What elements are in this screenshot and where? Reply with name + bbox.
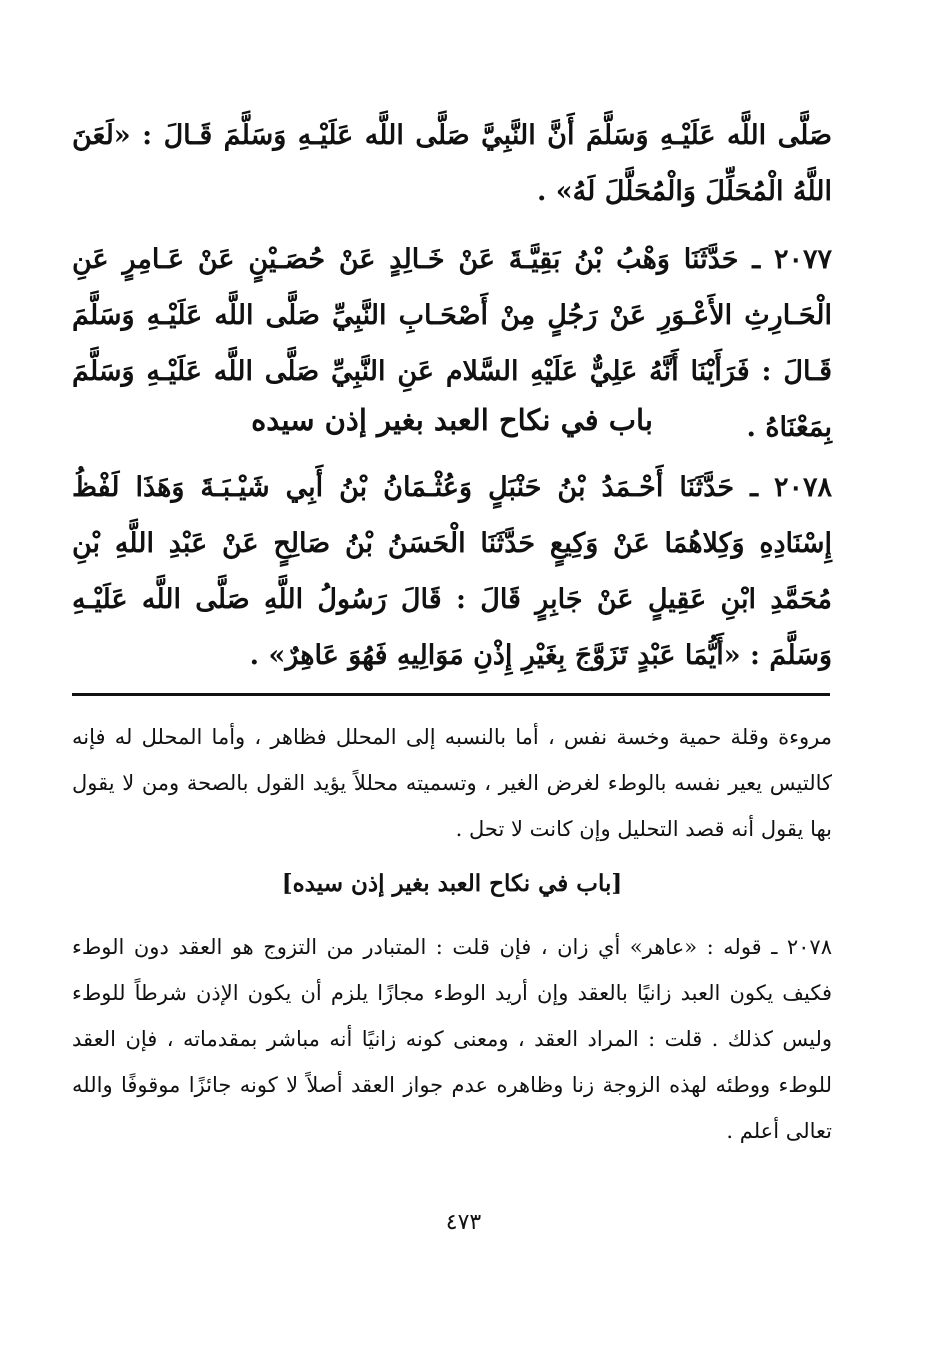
commentary-2078: ٢٠٧٨ ـ قوله : «عاهر» أي زان ، فإن قلت : المتبادر من التزوج هو العقد دون الوطء فكيف يكون العبد زانيًا بالعقد وإن أريد الوطء مجازًا يلزم أن يكون الإذن شرطاً للوطء وليس كذلك . قلت : المراد العقد ، ومعنى كونه زانيًا أنه مباشر بمقدماته ، فإن العقد للوطء ووطئه لهذه الزوجة زنا وظاهره عدم جواز العقد أصلاً لا كونه جائزًا موقوفًا والله تعالى أعلم . bbox=[72, 935, 832, 1143]
hadith-text-continued: صَلَّى اللَّه عَلَيْـهِ وَسَلَّمَ أَنَّ النَّبِيَّ صَلَّى اللَّه عَلَيْـهِ وَسَلَّمَ قَـالَ : «لَعَنَ اللَّهُ الْمُحَلِّلَ وَالْمُحَلَّلَ لَهُ» . bbox=[72, 120, 832, 207]
hadith-2078: ٢٠٧٨ ـ حَدَّثَنَا أَحْـمَدُ بْنُ حَنْبَلٍ وَعُثْـمَانُ بْنُ أَبِي شَيْـبَـةَ وَهَذَا لَفْظُ إِسْنَادِهِ وَكِلاهُمَا عَنْ وَكِيعٍ حَدَّثَنَا الْحَسَنُ بْنُ صَالِحٍ عَنْ عَبْدِ اللَّهِ بْنِ مُحَمَّدِ ابْنِ عَقِيلٍ عَنْ جَابِرٍ قَالَ : قَالَ رَسُولُ اللَّهِ صَلَّى اللَّه عَلَيْـهِ وَسَلَّمَ : «أَيُّمَا عَبْدٍ تَزَوَّجَ بِغَيْرِ إِذْنِ مَوَالِيهِ فَهُوَ عَاهِرٌ» . bbox=[72, 472, 832, 671]
page-number: ٤٧٣ bbox=[445, 1210, 482, 1235]
commentary-chapter-heading: [باب في نكاح العبد بغير إذن سيده] bbox=[281, 870, 623, 897]
chapter-heading: باب في نكاح العبد بغير إذن سيده bbox=[251, 403, 653, 437]
hadith-2077: ٢٠٧٧ ـ حَدَّثَنَا وَهْبُ بْنُ بَقِيَّـةَ عَنْ خَـالِدٍ عَنْ حُصَـيْنٍ عَنْ عَـامِرٍ عَنِ الْحَـارِثِ الأَعْـوَرِ عَنْ رَجُلٍ مِنْ أَصْحَـابِ النَّبِيِّ صَلَّى اللَّه عَلَيْـهِ وَسَلَّمَ قَـالَ : فَرَأَيْنَا أَنَّهُ عَلِيٌّ عَلَيْهِ السَّلام عَنِ النَّبِيِّ صَلَّى اللَّه عَلَيْـهِ وَسَلَّمَ بِمَعْنَاهُ . bbox=[72, 244, 832, 443]
commentary-paragraph: مروءة وقلة حمية وخسة نفس ، أما بالنسبه إلى المحلل فظاهر ، وأما المحلل له فإنه كالتيس يعير نفسه بالوطء لغرض الغير ، وتسميته محللاً يؤيد القول بالصحة ومن لا يقول بها يقول أنه قصد التحليل وإن كانت لا تحل . bbox=[72, 725, 832, 841]
footnote-divider bbox=[72, 693, 830, 696]
